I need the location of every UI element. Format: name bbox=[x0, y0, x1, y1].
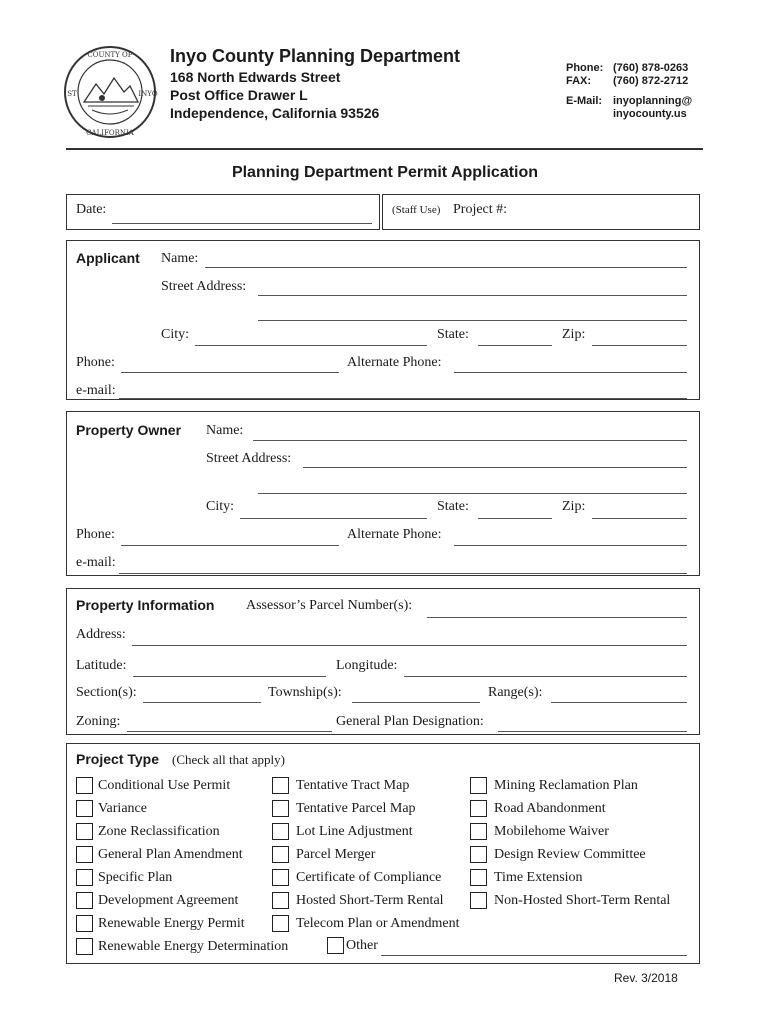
mobilehome-waiver-label: Mobilehome Waiver bbox=[494, 824, 609, 839]
form-title: Planning Department Permit Application bbox=[231, 164, 539, 181]
mining-reclamation-plan-label: Mining Reclamation Plan bbox=[494, 778, 638, 793]
mobilehome-waiver-checkbox[interactable] bbox=[470, 823, 487, 840]
longitude-label: Longitude: bbox=[336, 658, 398, 673]
telecom-plan-or-amendment-checkbox[interactable] bbox=[272, 915, 289, 932]
address-line-2: Post Office Drawer L bbox=[170, 87, 308, 103]
owner-street-field-2[interactable] bbox=[258, 493, 687, 494]
applicant-email-field[interactable] bbox=[119, 398, 687, 399]
applicant-email-label: e-mail: bbox=[76, 383, 116, 398]
section-field[interactable] bbox=[143, 702, 261, 703]
applicant-zip-field[interactable] bbox=[592, 345, 687, 346]
owner-zip-field[interactable] bbox=[592, 518, 687, 519]
date-field[interactable] bbox=[112, 223, 372, 224]
applicant-name-field[interactable] bbox=[205, 267, 687, 268]
other-label: Other bbox=[346, 938, 378, 953]
latitude-field[interactable] bbox=[133, 676, 326, 677]
range-field[interactable] bbox=[551, 702, 687, 703]
property-owner-heading: Property Owner bbox=[76, 422, 182, 438]
owner-name-field[interactable] bbox=[253, 440, 687, 441]
owner-state-label: State: bbox=[437, 499, 469, 514]
svg-text:COUNTY OF: COUNTY OF bbox=[87, 51, 133, 59]
renewable-energy-permit-label: Renewable Energy Permit bbox=[98, 916, 245, 931]
applicant-state-field[interactable] bbox=[478, 345, 552, 346]
address-line-3: Independence, California 93526 bbox=[170, 105, 380, 121]
applicant-phone-label: Phone: bbox=[76, 355, 115, 370]
owner-alt-phone-field[interactable] bbox=[454, 545, 687, 546]
renewable-energy-determination-label: Renewable Energy Determination bbox=[98, 939, 289, 954]
fax-label: FAX: bbox=[566, 75, 592, 87]
road-abandonment-checkbox[interactable] bbox=[470, 800, 487, 817]
phone-label: Phone: bbox=[566, 62, 604, 74]
email-value-2: inyocounty.us bbox=[613, 108, 687, 120]
zone-reclassification-checkbox[interactable] bbox=[76, 823, 93, 840]
specific-plan-label: Specific Plan bbox=[98, 870, 173, 885]
development-agreement-label: Development Agreement bbox=[98, 893, 239, 908]
applicant-phone-field[interactable] bbox=[121, 372, 339, 373]
fax-value: (760) 872-2712 bbox=[613, 75, 689, 87]
applicant-street-field[interactable] bbox=[258, 295, 687, 296]
svg-text:ST: ST bbox=[67, 90, 77, 98]
lot-line-adjustment-checkbox[interactable] bbox=[272, 823, 289, 840]
project-type-hint: (Check all that apply) bbox=[172, 752, 285, 767]
owner-state-field[interactable] bbox=[478, 518, 552, 519]
email-label: E-Mail: bbox=[566, 95, 603, 107]
tentative-parcel-map-label: Tentative Parcel Map bbox=[296, 801, 416, 816]
header-divider bbox=[66, 148, 703, 150]
applicant-city-field[interactable] bbox=[195, 345, 427, 346]
project-number-label: Project #: bbox=[453, 202, 508, 217]
township-field[interactable] bbox=[352, 702, 480, 703]
owner-phone-field[interactable] bbox=[121, 545, 339, 546]
conditional-use-permit-label: Conditional Use Permit bbox=[98, 778, 231, 793]
applicant-street-field-2[interactable] bbox=[258, 320, 687, 321]
owner-email-label: e-mail: bbox=[76, 555, 116, 570]
hosted-short-term-rental-label: Hosted Short-Term Rental bbox=[296, 893, 444, 908]
owner-street-field[interactable] bbox=[303, 467, 687, 468]
applicant-heading: Applicant bbox=[76, 250, 140, 266]
tentative-tract-map-label: Tentative Tract Map bbox=[296, 778, 410, 793]
parcel-merger-checkbox[interactable] bbox=[272, 846, 289, 863]
development-agreement-checkbox[interactable] bbox=[76, 892, 93, 909]
design-review-committee-label: Design Review Committee bbox=[494, 847, 646, 862]
applicant-alt-phone-field[interactable] bbox=[454, 372, 687, 373]
telecom-plan-or-amendment-label: Telecom Plan or Amendment bbox=[296, 916, 460, 931]
section-label: Section(s): bbox=[76, 685, 137, 700]
mining-reclamation-plan-checkbox[interactable] bbox=[470, 777, 487, 794]
variance-label: Variance bbox=[98, 801, 147, 816]
gp-designation-label: General Plan Designation: bbox=[336, 714, 484, 729]
general-plan-amendment-checkbox[interactable] bbox=[76, 846, 93, 863]
property-address-field[interactable] bbox=[132, 645, 687, 646]
property-address-label: Address: bbox=[76, 627, 126, 642]
zone-reclassification-label: Zone Reclassification bbox=[98, 824, 220, 839]
renewable-energy-permit-checkbox[interactable] bbox=[76, 915, 93, 932]
applicant-street-label: Street Address: bbox=[161, 279, 247, 294]
design-review-committee-checkbox[interactable] bbox=[470, 846, 487, 863]
variance-checkbox[interactable] bbox=[76, 800, 93, 817]
project-type-heading: Project Type bbox=[76, 751, 159, 767]
zoning-label: Zoning: bbox=[76, 714, 121, 729]
gp-designation-field[interactable] bbox=[498, 731, 687, 732]
date-box bbox=[66, 194, 380, 230]
certificate-of-compliance-label: Certificate of Compliance bbox=[296, 870, 442, 885]
apn-field[interactable] bbox=[427, 617, 687, 618]
range-label: Range(s): bbox=[488, 685, 543, 700]
general-plan-amendment-label: General Plan Amendment bbox=[98, 847, 243, 862]
owner-phone-label: Phone: bbox=[76, 527, 115, 542]
time-extension-label: Time Extension bbox=[494, 870, 583, 885]
staff-use-note: (Staff Use) bbox=[392, 204, 441, 216]
owner-street-label: Street Address: bbox=[206, 451, 292, 466]
road-abandonment-label: Road Abandonment bbox=[494, 801, 606, 816]
apn-label: Assessor’s Parcel Number(s): bbox=[246, 598, 413, 613]
owner-name-label: Name: bbox=[206, 423, 244, 438]
parcel-merger-label: Parcel Merger bbox=[296, 847, 376, 862]
svg-text:INYO: INYO bbox=[138, 90, 158, 98]
hosted-short-term-rental-checkbox[interactable] bbox=[272, 892, 289, 909]
phone-value: (760) 878-0263 bbox=[613, 62, 689, 74]
owner-email-field[interactable] bbox=[119, 573, 687, 574]
specific-plan-checkbox[interactable] bbox=[76, 869, 93, 886]
revision-note: Rev. 3/2018 bbox=[614, 971, 678, 985]
latitude-label: Latitude: bbox=[76, 658, 127, 673]
other-checkbox[interactable] bbox=[327, 937, 344, 954]
department-name: Inyo County Planning Department bbox=[170, 46, 461, 66]
time-extension-checkbox[interactable] bbox=[470, 869, 487, 886]
conditional-use-permit-checkbox[interactable] bbox=[76, 777, 93, 794]
svg-text:CALIFORNIA: CALIFORNIA bbox=[86, 129, 134, 137]
renewable-energy-determination-checkbox[interactable] bbox=[76, 938, 93, 955]
certificate-of-compliance-checkbox[interactable] bbox=[272, 869, 289, 886]
applicant-alt-phone-label: Alternate Phone: bbox=[347, 355, 442, 370]
zoning-field[interactable] bbox=[127, 731, 332, 732]
owner-city-label: City: bbox=[206, 499, 235, 514]
tentative-tract-map-checkbox[interactable] bbox=[272, 777, 289, 794]
applicant-name-label: Name: bbox=[161, 251, 199, 266]
tentative-parcel-map-checkbox[interactable] bbox=[272, 800, 289, 817]
township-label: Township(s): bbox=[268, 685, 342, 700]
date-label: Date: bbox=[76, 202, 107, 217]
applicant-city-label: City: bbox=[161, 327, 190, 342]
other-field[interactable] bbox=[381, 955, 687, 956]
county-seal-logo bbox=[62, 44, 158, 140]
lot-line-adjustment-label: Lot Line Adjustment bbox=[296, 824, 413, 839]
address-line-1: 168 North Edwards Street bbox=[170, 69, 341, 85]
applicant-state-label: State: bbox=[437, 327, 469, 342]
applicant-zip-label: Zip: bbox=[562, 327, 586, 342]
property-information-heading: Property Information bbox=[76, 597, 215, 613]
owner-city-field[interactable] bbox=[240, 518, 427, 519]
owner-alt-phone-label: Alternate Phone: bbox=[347, 527, 442, 542]
non-hosted-short-term-rental-checkbox[interactable] bbox=[470, 892, 487, 909]
non-hosted-short-term-rental-label: Non-Hosted Short-Term Rental bbox=[494, 893, 671, 908]
longitude-field[interactable] bbox=[404, 676, 687, 677]
email-value-1: inyoplanning@ bbox=[613, 95, 693, 107]
owner-zip-label: Zip: bbox=[562, 499, 586, 514]
